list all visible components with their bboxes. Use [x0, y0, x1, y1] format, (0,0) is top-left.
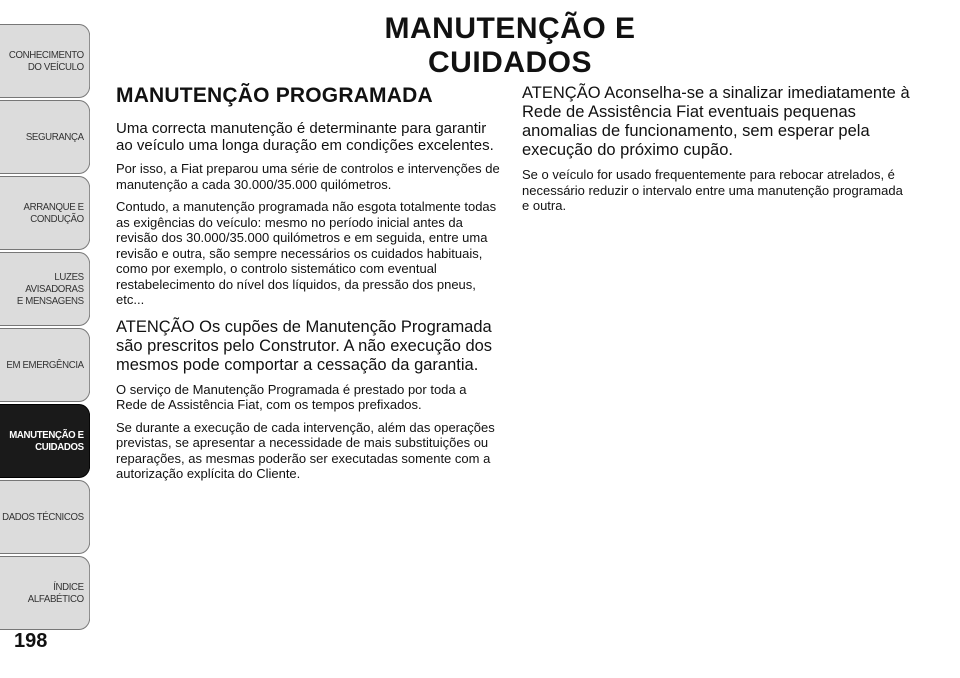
tab-luzes-avisadoras[interactable] — [0, 252, 90, 326]
page-title: MANUTENÇÃO E CUIDADOS — [384, 12, 636, 79]
page-number: 198 — [14, 630, 48, 652]
tab-indice-alfabetico[interactable] — [0, 556, 90, 630]
warning-text: ATENÇÃO Os cupões de Manutenção Programada são prescritos pelo Construtor. A não execução dos mesmos pode comportar a cessação da garantia. — [116, 317, 493, 374]
left-column — [116, 84, 500, 489]
tab-dados-tecnicos[interactable] — [0, 480, 90, 554]
tab-label: DADOS TÉCNICOS — [2, 511, 84, 523]
tab-arranque-e-conducao[interactable] — [0, 176, 90, 250]
tab-label: EM EMERGÊNCIA — [6, 359, 84, 371]
tab-label: SEGURANÇA — [25, 131, 84, 143]
right-column — [522, 84, 912, 221]
tab-label: LUZES AVISADORAS E MENSAGENS — [16, 271, 84, 307]
tab-label: ARRANQUE E CONDUÇÃO — [23, 201, 84, 225]
paragraph: O serviço de Manutenção Programada é prestado por toda a Rede de Assistência Fiat, com os tempos prefixados. — [116, 381, 467, 412]
tab-label: CONHECIMENTO DO VEÍCULO — [8, 49, 84, 73]
tab-em-emergencia[interactable] — [0, 328, 90, 402]
tab-manutencao-e-cuidados[interactable] — [0, 404, 90, 478]
warning-text: ATENÇÃO Aconselha-se a sinalizar imediatamente à Rede de Assistência Fiat eventuais pequenas anomalias de funcionamento, sem esperar pela execução do próximo cupão. — [522, 84, 910, 159]
paragraph: Se o veículo for usado frequentemente para rebocar atrelados, é necessário reduzir o intervalo entre uma manutenção programada e outra. — [522, 167, 903, 213]
section-heading: MANUTENÇÃO PROGRAMADA — [116, 84, 433, 107]
tab-seguranca[interactable] — [0, 100, 90, 174]
paragraph: Se durante a execução de cada intervenção, além das operações previstas, se apresentar a necessidade de mais substituições ou reparações, as mesmas poderão ser executadas somente com a autorização explícita do Cliente. — [116, 419, 495, 481]
tab-label: MANUTENÇÃO E CUIDADOS — [9, 429, 84, 453]
paragraph: Contudo, a manutenção programada não esgota totalmente todas as exigências do veículo: mesmo no período inicial antes da revisão dos 30.000/35.000 quilómetros e em seguida, entre uma revisão e outra, são sempre necessários os cuidados habituais, como por exemplo, o controlo sistemático com eventual restabelecimento do nível dos líquidos, da pressão dos pneus, etc... — [116, 199, 497, 307]
tab-conhecimento-do-veiculo[interactable] — [0, 24, 90, 98]
paragraph: Por isso, a Fiat preparou uma série de controlos e intervenções de manutenção a cada 30.000/35.000 quilómetros. — [116, 161, 500, 192]
paragraph: Uma correcta manutenção é determinante para garantir ao veículo uma longa duração em condições excelentes. — [116, 120, 494, 154]
tab-label: ÍNDICE ALFABÉTICO — [27, 581, 84, 605]
